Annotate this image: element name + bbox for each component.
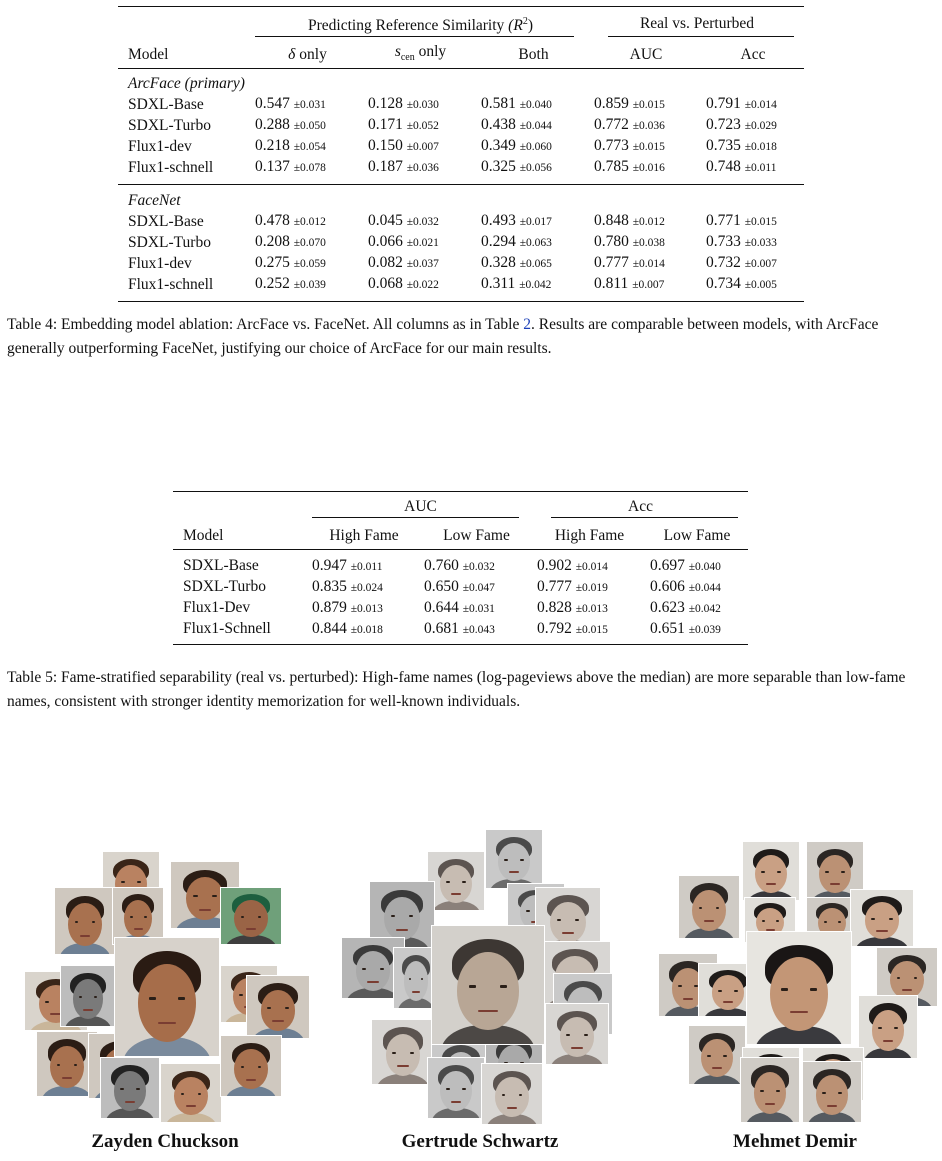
table-cell: 0.581 ±0.040 (481, 95, 552, 113)
table-cell: 0.848 ±0.012 (594, 212, 665, 230)
table-cell: 0.171 ±0.052 (368, 116, 439, 134)
table4-group1-header: Predicting Reference Similarity $(R^2)$ (308, 16, 533, 35)
table-cell: 0.623 ±0.042 (650, 598, 721, 616)
face-photo (60, 965, 116, 1027)
table-row (118, 274, 804, 302)
table-cell: 0.150 ±0.007 (368, 137, 439, 155)
table-row (173, 598, 748, 619)
table-cell: 0.734 ±0.005 (706, 275, 777, 293)
face-photo (220, 887, 282, 945)
face-photo (802, 1061, 862, 1123)
table-cell: 0.723 ±0.029 (706, 116, 777, 134)
table-cell: 0.218 ±0.054 (255, 137, 326, 155)
table-cell: 0.732 ±0.007 (706, 254, 777, 272)
table4-group2-header: Real vs. Perturbed (639, 15, 755, 33)
table-row (173, 549, 748, 577)
table-row (118, 136, 804, 157)
table-cell: 0.606 ±0.044 (650, 577, 721, 595)
model-name: SDXL-Turbo (128, 233, 211, 251)
table-cell: 0.760 ±0.032 (424, 556, 495, 574)
table4-section-label: ArcFace (primary) (128, 75, 245, 93)
table4-col-both: Both (518, 46, 549, 64)
table-cell: 0.478 ±0.012 (255, 212, 326, 230)
table-row (118, 115, 804, 136)
table-cell: 0.045 ±0.032 (368, 212, 439, 230)
table-cell: 0.792 ±0.015 (537, 619, 608, 637)
table-5 (173, 491, 748, 645)
face-photo (246, 975, 310, 1039)
table-cell: 0.208 ±0.070 (255, 233, 326, 251)
face-photo (54, 887, 116, 955)
face-photo (850, 889, 914, 947)
face-photo (742, 841, 800, 901)
table-cell: 0.325 ±0.056 (481, 158, 552, 176)
table-cell: 0.328 ±0.065 (481, 254, 552, 272)
face-photo (678, 875, 740, 939)
face-photo (427, 851, 485, 911)
face-photo (160, 1063, 222, 1123)
table-cell: 0.349 ±0.060 (481, 137, 552, 155)
table-cell: 0.879 ±0.013 (312, 598, 383, 616)
model-name: SDXL-Turbo (183, 578, 266, 595)
table-cell: 0.791 ±0.014 (706, 95, 777, 113)
face-photo (100, 1057, 160, 1119)
table-cell: 0.275 ±0.059 (255, 254, 326, 272)
table-cell: 0.902 ±0.014 (537, 556, 608, 574)
face-photo (481, 1063, 543, 1125)
model-name: Flux1-Schnell (183, 620, 271, 637)
model-name: SDXL-Base (128, 95, 204, 113)
table-row (118, 94, 804, 115)
face-photo-main (114, 937, 220, 1057)
table-4 (118, 6, 804, 302)
table-cell: 0.777 ±0.014 (594, 254, 665, 272)
table-cell: 0.681 ±0.043 (424, 619, 495, 637)
table-cell: 0.651 ±0.039 (650, 619, 721, 637)
model-name: Flux1-Dev (183, 599, 251, 616)
table5-auc-header: AUC (404, 498, 437, 515)
table5-col-auc-low: Low Fame (443, 526, 510, 544)
table-cell: 0.785 ±0.016 (594, 158, 665, 176)
table-row (173, 619, 748, 645)
face-photo-main (746, 931, 852, 1045)
table-cell: 0.311 ±0.042 (481, 275, 552, 293)
table5-caption: Table 5: Fame-stratified separability (real vs. perturbed): High-fame names (log-pageviews above the median) are more separable than low-fame names, consistent with stronger identity memorization for well-known individuals. (7, 669, 906, 710)
table-cell: 0.733 ±0.033 (706, 233, 777, 251)
table4-caption: Table 4: Embedding model ablation: ArcFace vs. FaceNet. All columns as in Table 2. Results are comparable between models, with ArcFace generally outperforming FaceNet, justifying our choice of ArcFace for our main results. (7, 316, 879, 357)
face-photo (427, 1057, 485, 1119)
model-name: Flux1-dev (128, 254, 192, 272)
table-cell: 0.771 ±0.015 (706, 212, 777, 230)
table5-acc-header: Acc (628, 498, 653, 515)
table-cell: 0.748 ±0.011 (706, 158, 777, 176)
face-photo (545, 1003, 609, 1065)
table-cell: 0.828 ±0.013 (537, 598, 608, 616)
table-cell: 0.697 ±0.040 (650, 556, 721, 574)
table4-col-delta-only: δ only (288, 46, 327, 64)
table-row (118, 232, 804, 253)
collage-mehmet-demir (650, 825, 940, 1120)
table-row (118, 253, 804, 274)
model-name: SDXL-Base (183, 557, 259, 574)
table-cell: 0.844 ±0.018 (312, 619, 383, 637)
name-label-gertrude-schwartz: Gertrude Schwartz (401, 1131, 559, 1152)
table4-col-scen-only: $s_{cen}$ only (394, 43, 447, 64)
table5-col-auc-high: High Fame (329, 526, 399, 544)
table-cell: 0.128 ±0.030 (368, 95, 439, 113)
model-name: Flux1-schnell (128, 158, 214, 176)
table4-section-label: FaceNet (128, 192, 181, 210)
table-row (118, 157, 804, 185)
table-cell: 0.294 ±0.063 (481, 233, 552, 251)
face-photo (371, 1019, 435, 1085)
table5-col-acc-high: High Fame (554, 526, 625, 544)
table-cell: 0.547 ±0.031 (255, 95, 326, 113)
table4-model-header: Model (128, 46, 169, 64)
table5-model-header: Model (183, 526, 224, 544)
table-cell: 0.811 ±0.007 (594, 275, 665, 293)
model-name: Flux1-dev (128, 137, 192, 155)
table-row (173, 577, 748, 598)
table-cell: 0.735 ±0.018 (706, 137, 777, 155)
face-photo-main (431, 925, 545, 1045)
face-photo (220, 1035, 282, 1097)
collage-gertrude-schwartz (335, 825, 625, 1120)
face-collage-figure (0, 825, 942, 1161)
table-cell: 0.835 ±0.024 (312, 577, 383, 595)
table-cell: 0.859 ±0.015 (594, 95, 665, 113)
table4-col-acc: Acc (740, 46, 766, 64)
model-name: Flux1-schnell (128, 275, 214, 293)
table5-col-acc-low: Low Fame (663, 526, 731, 544)
model-name: SDXL-Base (128, 212, 204, 230)
table4-col-auc: AUC (629, 46, 663, 64)
table-cell: 0.082 ±0.037 (368, 254, 439, 272)
name-label-zayden-chuckson: Zayden Chuckson (91, 1131, 239, 1152)
table-cell: 0.068 ±0.022 (368, 275, 439, 293)
collage-zayden-chuckson (20, 825, 310, 1120)
table-row (118, 211, 804, 232)
face-photo (688, 1025, 746, 1085)
face-photo (485, 829, 543, 889)
name-label-mehmet-demir: Mehmet Demir (733, 1131, 857, 1152)
face-photo (740, 1057, 800, 1123)
table-cell: 0.438 ±0.044 (481, 116, 552, 134)
table-cell: 0.650 ±0.047 (424, 577, 495, 595)
model-name: SDXL-Turbo (128, 116, 211, 134)
table-2-link[interactable]: 2 (523, 316, 531, 333)
table-cell: 0.288 ±0.050 (255, 116, 326, 134)
table-cell: 0.773 ±0.015 (594, 137, 665, 155)
table-cell: 0.772 ±0.036 (594, 116, 665, 134)
table-cell: 0.187 ±0.036 (368, 158, 439, 176)
table-cell: 0.644 ±0.031 (424, 598, 495, 616)
table-cell: 0.137 ±0.078 (255, 158, 326, 176)
table-cell: 0.066 ±0.021 (368, 233, 439, 251)
face-photo (858, 995, 918, 1059)
table-cell: 0.947 ±0.011 (312, 556, 383, 574)
table-cell: 0.252 ±0.039 (255, 275, 326, 293)
table-cell: 0.493 ±0.017 (481, 212, 552, 230)
table-cell: 0.780 ±0.038 (594, 233, 665, 251)
table-cell: 0.777 ±0.019 (537, 577, 608, 595)
